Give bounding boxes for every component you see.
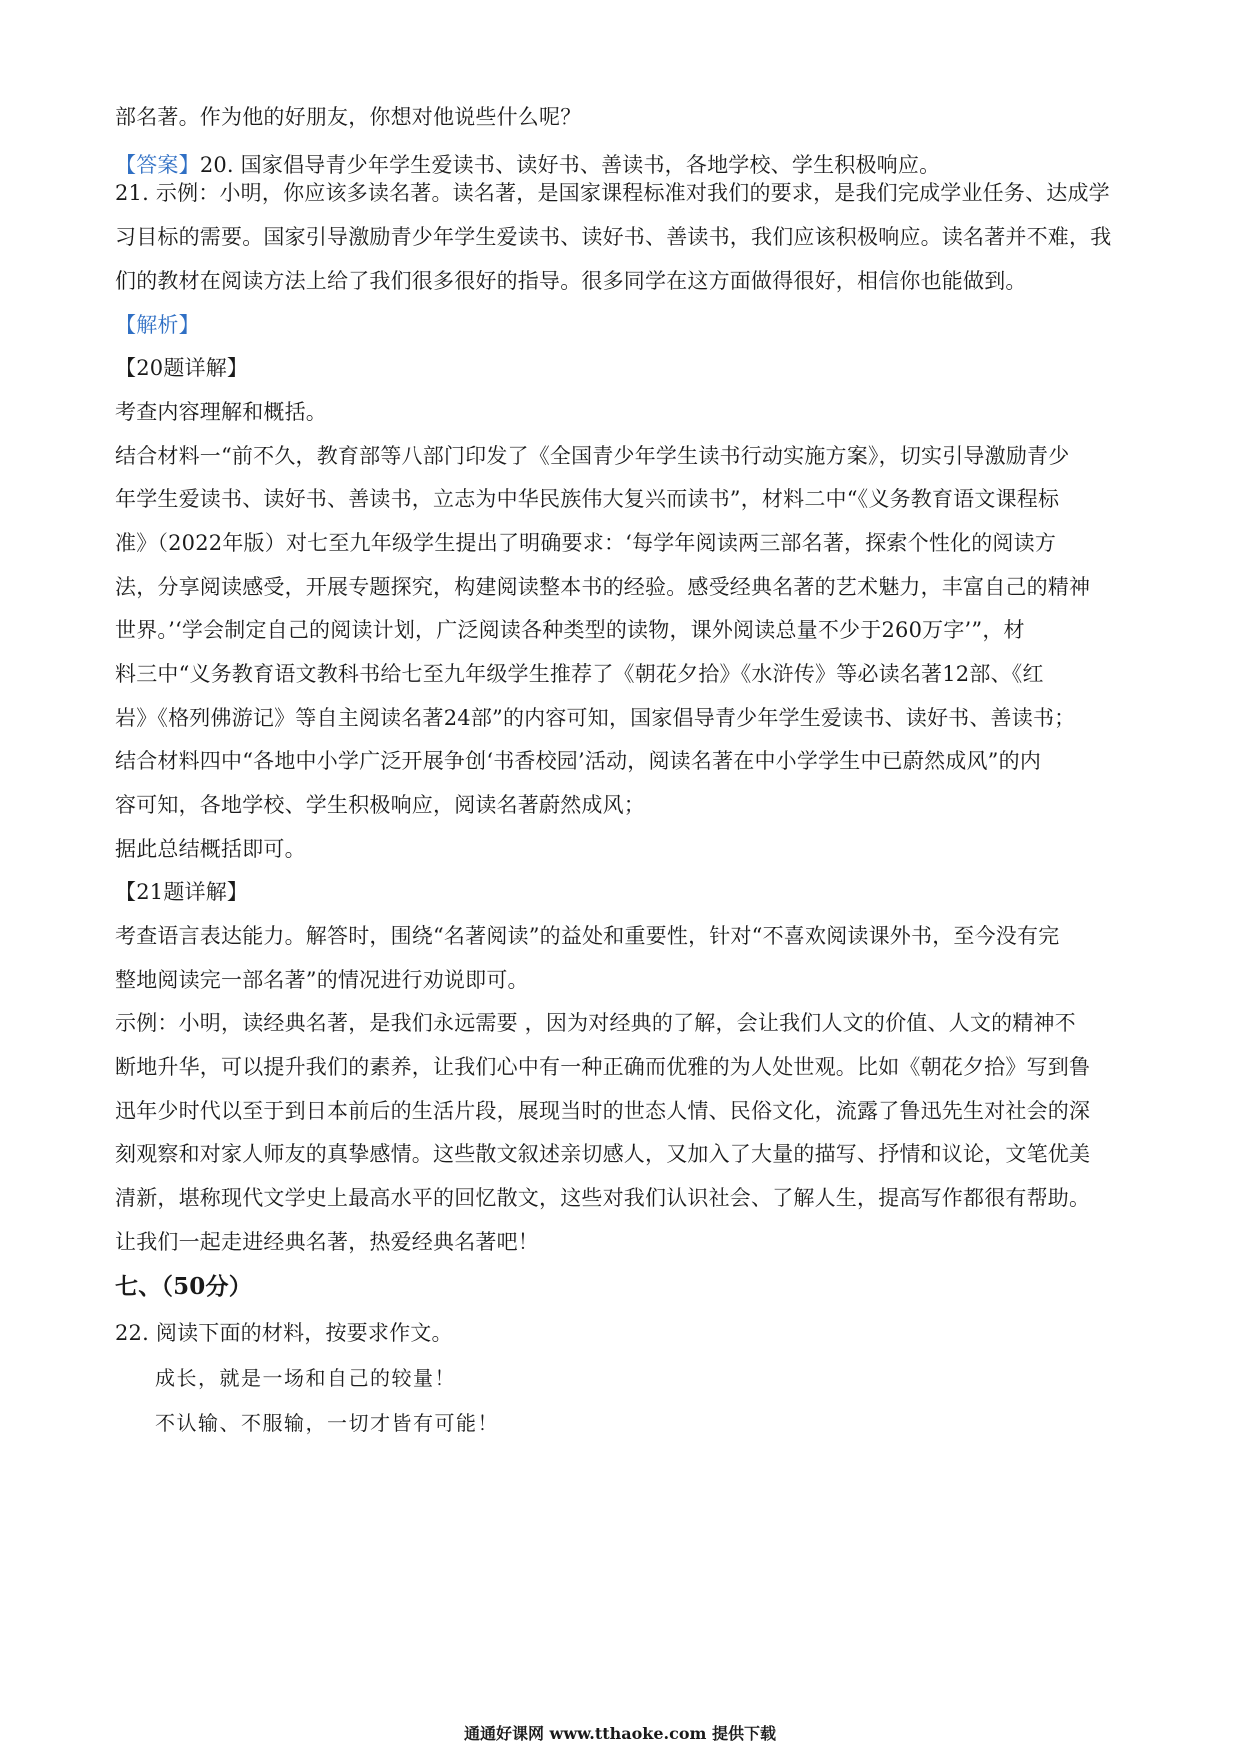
text-line: 们的教材在阅读方法上给了我们很多很好的指导。很多同学在这方面做得很好，相信你也能做到。 [115,269,1027,293]
text-line: 整地阅读完一部名著”的情况进行劝说即可。 [115,968,529,992]
section-heading: 【21题详解】 [115,880,249,904]
text-line: 迅年少时代以至于到日本前后的生活片段，展现当时的世态人情、民俗文化，流露了鲁迅先生对社会的深 [115,1099,1091,1123]
section-title: 七、（50分） [115,1273,252,1300]
answer-line [115,150,940,180]
text-line: 让我们一起走进经典名著，热爱经典名著吧！ [115,1230,539,1254]
section-heading: 【20题详解】 [115,356,249,380]
text-line: 世界。’‘学会制定自己的阅读计划，广泛阅读各种类型的读物，课外阅读总量不少于260万字’”，材 [115,618,1025,642]
text-line: 年学生爱读书、读好书、善读书，立志为中华民族伟大复兴而读书”，材料二中“《义务教育语文课程标 [115,487,1060,511]
text-line: 岩》《格列佛游记》等自主阅读名著24部”的内容可知，国家倡导青少年学生爱读书、读好书、善读书； [115,706,1076,730]
text-line: 料三中“义务教育语文教科书给七至九年级学生推荐了《朝花夕拾》《水浒传》等必读名著12部、《红 [115,662,1044,686]
text-line: 法，分享阅读感受，开展专题探究，构建阅读整本书的经验。感受经典名著的艺术魅力，丰富自己的精神 [115,575,1091,599]
analysis-tag: 【解析】 [115,313,200,337]
text-line: 结合材料一“前不久，教育部等八部门印发了《全国青少年学生读书行动实施方案》，切实引导激励青少 [115,444,1070,468]
answer-text: 20. 国家倡导青少年学生爱读书、读好书、善读书，各地学校、学生积极响应。 [199,153,941,177]
material-line: 不认输、不服输，一切才皆有可能！ [155,1411,499,1435]
text-line: 准》（2022年版）对七至九年级学生提出了明确要求：‘每学年阅读两三部名著，探索个性化的阅读方 [115,531,1057,555]
text-line: 清新，堪称现代文学史上最高水平的回忆散文，这些对我们认识社会、了解人生，提高写作都很有帮助。 [115,1186,1091,1210]
text-line: 部名著。作为他的好朋友，你想对他说些什么呢？ [115,105,582,129]
text-line: 习目标的需要。国家引导激励青少年学生爱读书、读好书、善读书，我们应该积极响应。读名著并不难，我 [115,225,1112,249]
text-line: 示例：小明，读经典名著，是我们永远需要 ，因为对经典的了解，会让我们人文的价值、人文的精神不 [115,1011,1076,1035]
answer-tag: 【答案】 [115,153,200,177]
text-line: 据此总结概括即可。 [115,837,306,861]
question-line: 22. 阅读下面的材料，按要求作文。 [115,1321,453,1345]
text-line: 断地升华，可以提升我们的素养，让我们心中有一种正确而优雅的为人处世观。比如《朝花夕拾》写到鲁 [115,1055,1091,1079]
text-line: 考查内容理解和概括。 [115,400,327,424]
text-line: 21. 示例：小明，你应该多读名著。读名著，是国家课程标准对我们的要求，是我们完成学业任务、达成学 [115,181,1110,205]
text-line: 刻观察和对家人师友的真挚感情。这些散文叙述亲切感人，又加入了大量的描写、抒情和议论，文笔优美 [115,1142,1091,1166]
material-line: 成长，就是一场和自己的较量！ [155,1366,456,1390]
text-line: 考查语言表达能力。解答时，围绕“名著阅读”的益处和重要性，针对“不喜欢阅读课外书，至今没有完 [115,924,1060,948]
text-line: 结合材料四中“各地中小学广泛开展争创‘书香校园’活动，阅读名著在中小学学生中已蔚然成风”的内 [115,749,1042,773]
footer-watermark: 通通好课网 www.tthaoke.com 提供下载 [463,1724,777,1743]
text-line: 容可知，各地学校、学生积极响应，阅读名著蔚然成风； [115,793,645,817]
